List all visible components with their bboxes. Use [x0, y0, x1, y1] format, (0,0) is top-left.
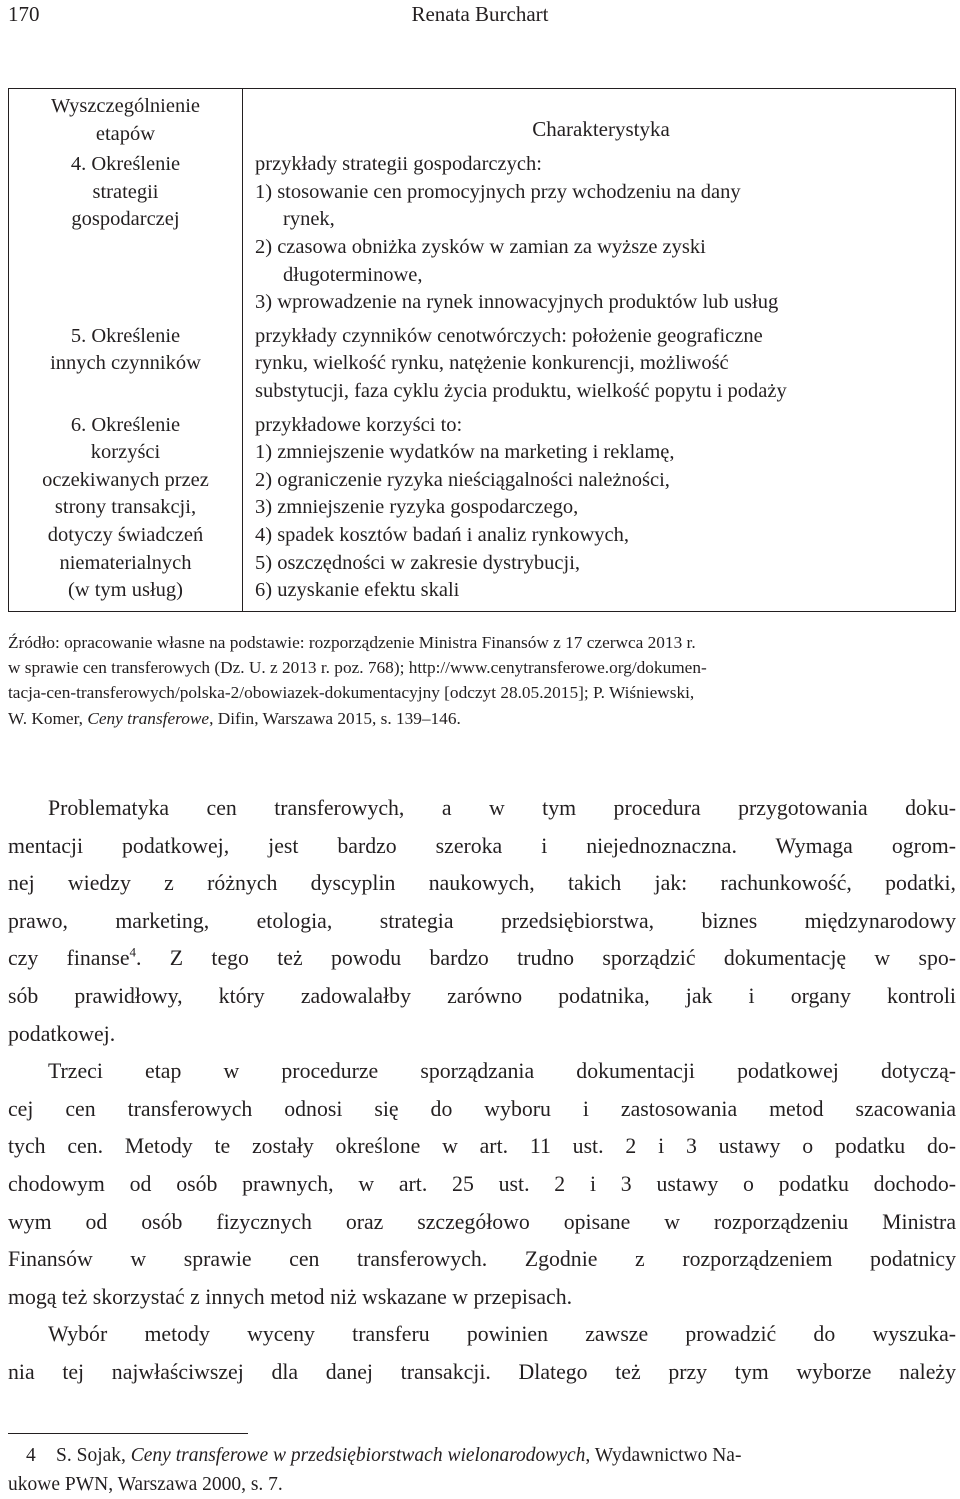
stage-line: gospodarczej: [13, 206, 238, 234]
header-stage-line: Wyszczególnienie: [13, 93, 238, 121]
body-line: Wybór metody wyceny transferu powinien zawsze prowadzić do wyszuka-: [8, 1316, 956, 1354]
running-title-author: Renata Burchart: [8, 0, 952, 28]
header-stage-cell: [9, 89, 243, 152]
source-author-text: W. Komer,: [8, 709, 87, 728]
body-line: nia tej najwłaściwszej dla danej transakcji. Dlatego też przy tym wyborze należy: [8, 1354, 956, 1392]
characteristics-line: rynek,: [255, 206, 947, 234]
body-line: mogą też skorzystać z innych metod niż wskazane w przepisach.: [8, 1279, 956, 1317]
body-line: Finansów w sprawie cen transferowych. Zgodnie z rozporządzeniem podatnicy: [8, 1241, 956, 1279]
body-line: Trzeci etap w procedurze sporządzania dokumentacji podatkowej dotyczą-: [8, 1053, 956, 1091]
footnote-divider: [8, 1433, 248, 1434]
stage-line: oczekiwanych przez: [13, 467, 238, 495]
table-row: [9, 323, 956, 412]
source-book-title: Ceny transferowe: [87, 709, 209, 728]
table-source-note: [8, 630, 956, 731]
stage-line: strategii: [13, 179, 238, 207]
page-number: 170: [8, 0, 40, 28]
footnote-line: ukowe PWN, Warszawa 2000, s. 7.: [8, 1471, 956, 1499]
body-line: podatkowej.: [8, 1016, 956, 1054]
body-line: [8, 940, 956, 978]
body-line: chodowym od osób prawnych, w art. 25 ust. 2 i 3 ustawy o podatku dochodo-: [8, 1166, 956, 1204]
source-line: w sprawie cen transferowych (Dz. U. z 2013 r. poz. 768); http://www.cenytransferowe.org/dokumen-: [8, 655, 956, 680]
stage-cell: [9, 151, 243, 323]
stage-line: 4. Określenie: [13, 151, 238, 179]
body-line-text: . Z tego też powodu bardzo trudno sporządzić dokumentację w spo-: [136, 946, 956, 970]
characteristics-line: 3) wprowadzenie na rynek innowacyjnych produktów lub usług: [255, 289, 947, 317]
body-line: mentacji podatkowej, jest bardzo szeroka i niejednoznaczna. Wymaga ogrom-: [8, 828, 956, 866]
body-line: Problematyka cen transferowych, a w tym procedura przygotowania doku-: [8, 790, 956, 828]
running-head: [8, 0, 952, 28]
body-line: nej wiedzy z różnych dyscyplin naukowych, takich jak: rachunkowość, podatki,: [8, 865, 956, 903]
source-publisher-text: , Difin, Warszawa 2015, s. 139–146.: [209, 709, 461, 728]
source-line: tacja-cen-transferowych/polska-2/obowiazek-dokumentacyjny [odczyt 28.05.2015]; P. Wiśniewski,: [8, 680, 956, 705]
footnote: [8, 1442, 956, 1499]
characteristics-line: 4) spadek kosztów badań i analiz rynkowych,: [255, 522, 947, 550]
footnote-book-title: Ceny transferowe w przedsiębiorstwach wielonarodowych: [131, 1445, 586, 1466]
table-header-row: [9, 89, 956, 152]
body-line: wym od osób fizycznych oraz szczegółowo opisane w rozporządzeniu Ministra: [8, 1204, 956, 1242]
stage-cell: [9, 412, 243, 612]
source-line: Źródło: opracowanie własne na podstawie: rozporządzenie Ministra Finansów z 17 czerwca 2013 r.: [8, 630, 956, 655]
body-line: sób prawidłowy, który zadowalałby zarówno podatnika, jak i organy kontroli: [8, 978, 956, 1016]
header-stage-line: etapów: [13, 121, 238, 149]
characteristics-line: rynku, wielkość rynku, natężenie konkurencji, możliwość: [255, 350, 947, 378]
characteristics-line: 2) ograniczenie ryzyka nieściągalności należności,: [255, 467, 947, 495]
footnote-reference: 4: [130, 945, 137, 960]
characteristics-cell: [243, 151, 956, 323]
stage-line: (w tym usług): [13, 577, 238, 605]
characteristics-line: 3) zmniejszenie ryzyka gospodarczego,: [255, 494, 947, 522]
footnote-author: S. Sojak,: [56, 1445, 131, 1466]
footnote-publisher: , Wydawnictwo Na-: [585, 1445, 741, 1466]
stages-table: [8, 88, 956, 612]
characteristics-line: przykłady strategii gospodarczych:: [255, 151, 947, 179]
footnote-line: [8, 1442, 956, 1471]
characteristics-line: przykłady czynników cenotwórczych: położenie geograficzne: [255, 323, 947, 351]
characteristics-cell: [243, 323, 956, 412]
characteristics-line: 1) stosowanie cen promocyjnych przy wchodzeniu na dany: [255, 179, 947, 207]
stage-line: strony transakcji,: [13, 494, 238, 522]
stage-cell: [9, 323, 243, 412]
stage-line: korzyści: [13, 439, 238, 467]
header-characteristics-cell: Charakterystyka: [243, 89, 956, 152]
stage-line: 5. Określenie: [13, 323, 238, 351]
stage-line: dotyczy świadczeń: [13, 522, 238, 550]
characteristics-line: substytucji, faza cyklu życia produktu, wielkość popytu i podaży: [255, 378, 947, 406]
stage-line: niematerialnych: [13, 550, 238, 578]
characteristics-cell: [243, 412, 956, 612]
source-line: [8, 706, 956, 731]
table-row: [9, 412, 956, 612]
body-line: tych cen. Metody te zostały określone w art. 11 ust. 2 i 3 ustawy o podatku do-: [8, 1128, 956, 1166]
table-row: [9, 151, 956, 323]
characteristics-line: długoterminowe,: [255, 262, 947, 290]
body-text: [8, 790, 956, 1392]
stage-line: innych czynników: [13, 350, 238, 378]
body-line: cej cen transferowych odnosi się do wyboru i zastosowania metod szacowania: [8, 1091, 956, 1129]
stage-line: 6. Określenie: [13, 412, 238, 440]
characteristics-line: 6) uzyskanie efektu skali: [255, 577, 947, 605]
characteristics-line: 5) oszczędności w zakresie dystrybucji,: [255, 550, 947, 578]
body-line-text: czy finanse: [8, 946, 130, 970]
characteristics-line: 1) zmniejszenie wydatków na marketing i reklamę,: [255, 439, 947, 467]
body-line: prawo, marketing, etologia, strategia przedsiębiorstwa, biznes międzynarodowy: [8, 903, 956, 941]
characteristics-line: 2) czasowa obniżka zysków w zamian za wyższe zyski: [255, 234, 947, 262]
footnote-mark: 4: [8, 1442, 56, 1471]
characteristics-line: przykładowe korzyści to:: [255, 412, 947, 440]
